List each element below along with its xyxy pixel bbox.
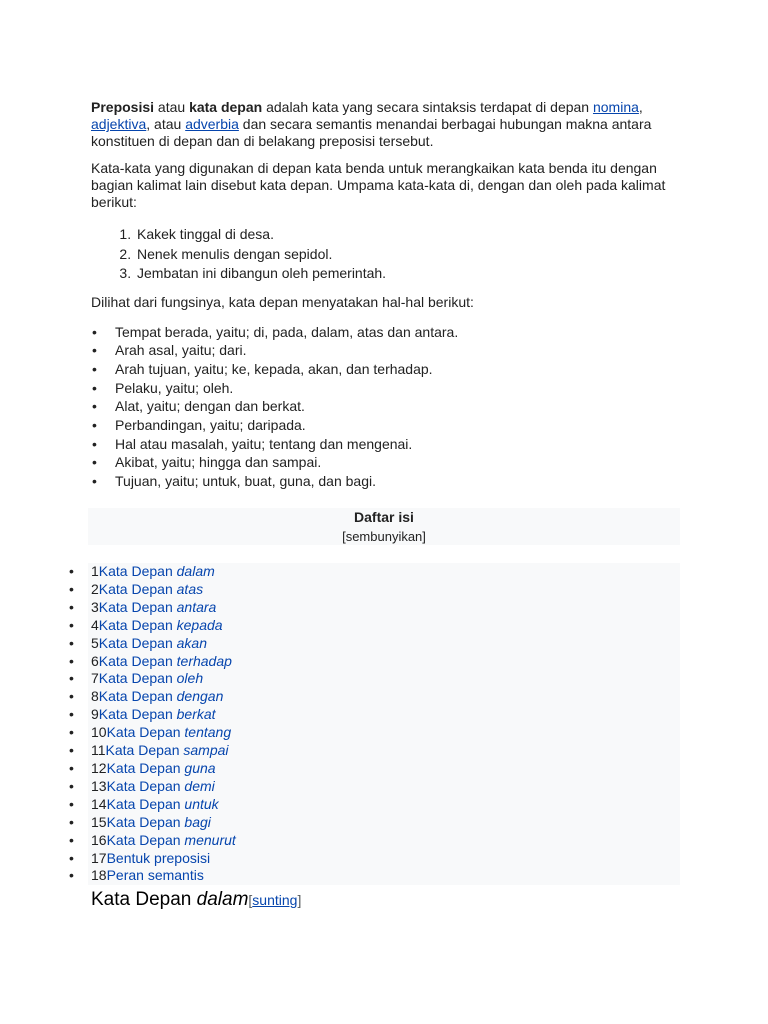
link-adverbia[interactable]: adverbia: [185, 116, 239, 132]
article-body: [91, 99, 691, 491]
list-item: • Arah asal, yaitu; dari.: [115, 341, 691, 360]
term-kata-depan: kata depan: [189, 99, 263, 115]
toc-item[interactable]: • 3Kata Depan antara: [91, 599, 236, 617]
toc-item[interactable]: • 5Kata Depan akan: [91, 635, 236, 653]
list-item: • Pelaku, yaitu; oleh.: [115, 379, 691, 398]
toc-item[interactable]: • 15Kata Depan bagi: [91, 814, 236, 832]
edit-section: [sunting]: [248, 892, 302, 908]
list-item: • Alat, yaitu; dengan dan berkat.: [115, 397, 691, 416]
list-item: • Arah tujuan, yaitu; ke, kepada, akan, dan terhadap.: [115, 360, 691, 379]
toc-item[interactable]: • 10Kata Depan tentang: [91, 724, 236, 742]
toc-item[interactable]: • 17Bentuk preposisi: [91, 850, 236, 868]
function-intro-paragraph: Dilihat dari fungsinya, kata depan menyatakan hal-hal berikut:: [91, 293, 474, 310]
link-adjektiva[interactable]: adjektiva: [91, 116, 147, 132]
link-nomina[interactable]: nomina: [592, 99, 639, 115]
intro-paragraph: Preposisi atau kata depan adalah kata yang secara sintaksis terdapat di depan nomina, adjektiva, atau adverbia dan secara semantis menandai berbagai hubungan makna antara konstituen di depan dan di belakang preposisi tersebut.: [91, 99, 652, 149]
term-preposisi: Preposisi: [91, 99, 155, 115]
toc-item[interactable]: • 9Kata Depan berkat: [91, 706, 236, 724]
edit-link[interactable]: sunting: [252, 892, 298, 908]
list-item: • Perbandingan, yaitu; daripada.: [115, 416, 691, 435]
functions-list: [91, 323, 691, 491]
toc-title: Daftar isi: [354, 509, 414, 525]
toc-list: [91, 563, 236, 885]
toc-item[interactable]: • 2Kata Depan atas: [91, 581, 236, 599]
list-item: • Tujuan, yaitu; untuk, buat, guna, dan bagi.: [115, 472, 691, 491]
toc-item[interactable]: • 6Kata Depan terhadap: [91, 653, 236, 671]
list-item: 1. Kakek tinggal di desa.: [135, 225, 691, 245]
list-item: • Hal atau masalah, yaitu; tentang dan mengenai.: [115, 435, 691, 454]
example-sentences-list: [91, 225, 691, 284]
list-item: 2. Nenek menulis dengan sepidol.: [135, 245, 691, 265]
definition-paragraph: Kata-kata yang digunakan di depan kata benda untuk merangkaikan kata benda itu dengan bagian kalimat lain disebut kata depan. Umpama kata-kata di, dengan dan oleh pada kalimat berikut:: [91, 160, 666, 210]
toc-item[interactable]: • 11Kata Depan sampai: [91, 742, 236, 760]
toc-item[interactable]: • 4Kata Depan kepada: [91, 617, 236, 635]
toc-item[interactable]: • 7Kata Depan oleh: [91, 670, 236, 688]
toc-header: [88, 508, 680, 545]
toc-item[interactable]: • 1Kata Depan dalam: [91, 563, 236, 581]
list-item: 3. Jembatan ini dibangun oleh pemerintah.: [135, 264, 691, 284]
toc-item[interactable]: • 12Kata Depan guna: [91, 760, 236, 778]
toc-item[interactable]: • 14Kata Depan untuk: [91, 796, 236, 814]
toc-item[interactable]: • 16Kata Depan menurut: [91, 832, 236, 850]
toc-toggle[interactable]: [sembunyikan]: [342, 529, 426, 544]
list-item: • Akibat, yaitu; hingga dan sampai.: [115, 453, 691, 472]
toc-item[interactable]: • 13Kata Depan demi: [91, 778, 236, 796]
section-heading: Kata Depan dalam[sunting]: [91, 889, 302, 910]
toc-item[interactable]: • 8Kata Depan dengan: [91, 688, 236, 706]
toc-item[interactable]: • 18Peran semantis: [91, 867, 236, 885]
list-item: • Tempat berada, yaitu; di, pada, dalam, atas dan antara.: [115, 323, 691, 342]
